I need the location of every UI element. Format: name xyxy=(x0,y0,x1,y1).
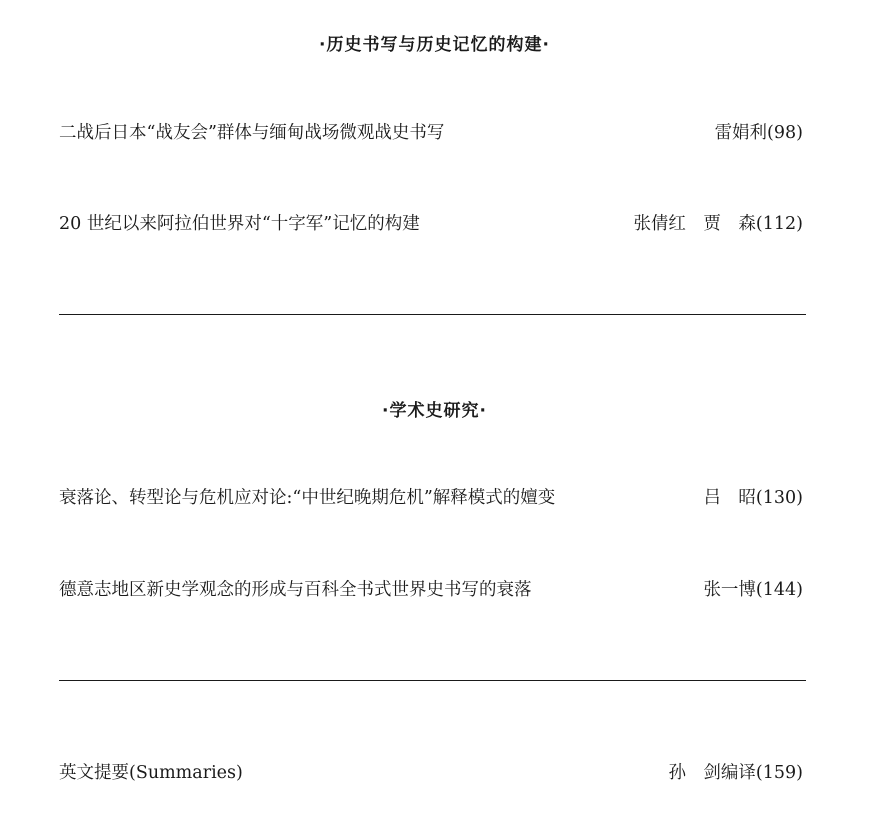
entry-author-page: 张倩红 贾 森(112) xyxy=(633,214,803,234)
entry-title: 20 世纪以来阿拉伯世界对“十字军”记忆的构建 xyxy=(59,214,420,234)
section-divider xyxy=(59,314,806,315)
entry-author-page: 张一博(144) xyxy=(703,580,803,600)
section-heading-historical-writing: ·历史书写与历史记忆的构建· xyxy=(319,35,550,55)
section-heading-academic-history: ·学术史研究· xyxy=(382,401,487,421)
toc-entry-summaries[interactable] xyxy=(59,761,803,785)
entry-title: 二战后日本“战友会”群体与缅甸战场微观战史书写 xyxy=(59,123,445,143)
entry-title: 英文提要(Summaries) xyxy=(59,763,243,783)
entry-title: 衰落论、转型论与危机应对论:“中世纪晚期危机”解释模式的嬗变 xyxy=(59,488,556,508)
toc-entry[interactable] xyxy=(59,121,803,145)
toc-entry[interactable] xyxy=(59,486,803,510)
entry-author-page: 吕 昭(130) xyxy=(703,488,803,508)
toc-entry[interactable] xyxy=(59,578,803,602)
section-divider xyxy=(59,680,806,681)
entry-title: 德意志地区新史学观念的形成与百科全书式世界史书写的衰落 xyxy=(59,580,532,600)
entry-author-page: 孙 剑编译(159) xyxy=(668,763,803,783)
entry-author-page: 雷娟利(98) xyxy=(714,123,803,143)
toc-entry[interactable] xyxy=(59,212,803,236)
